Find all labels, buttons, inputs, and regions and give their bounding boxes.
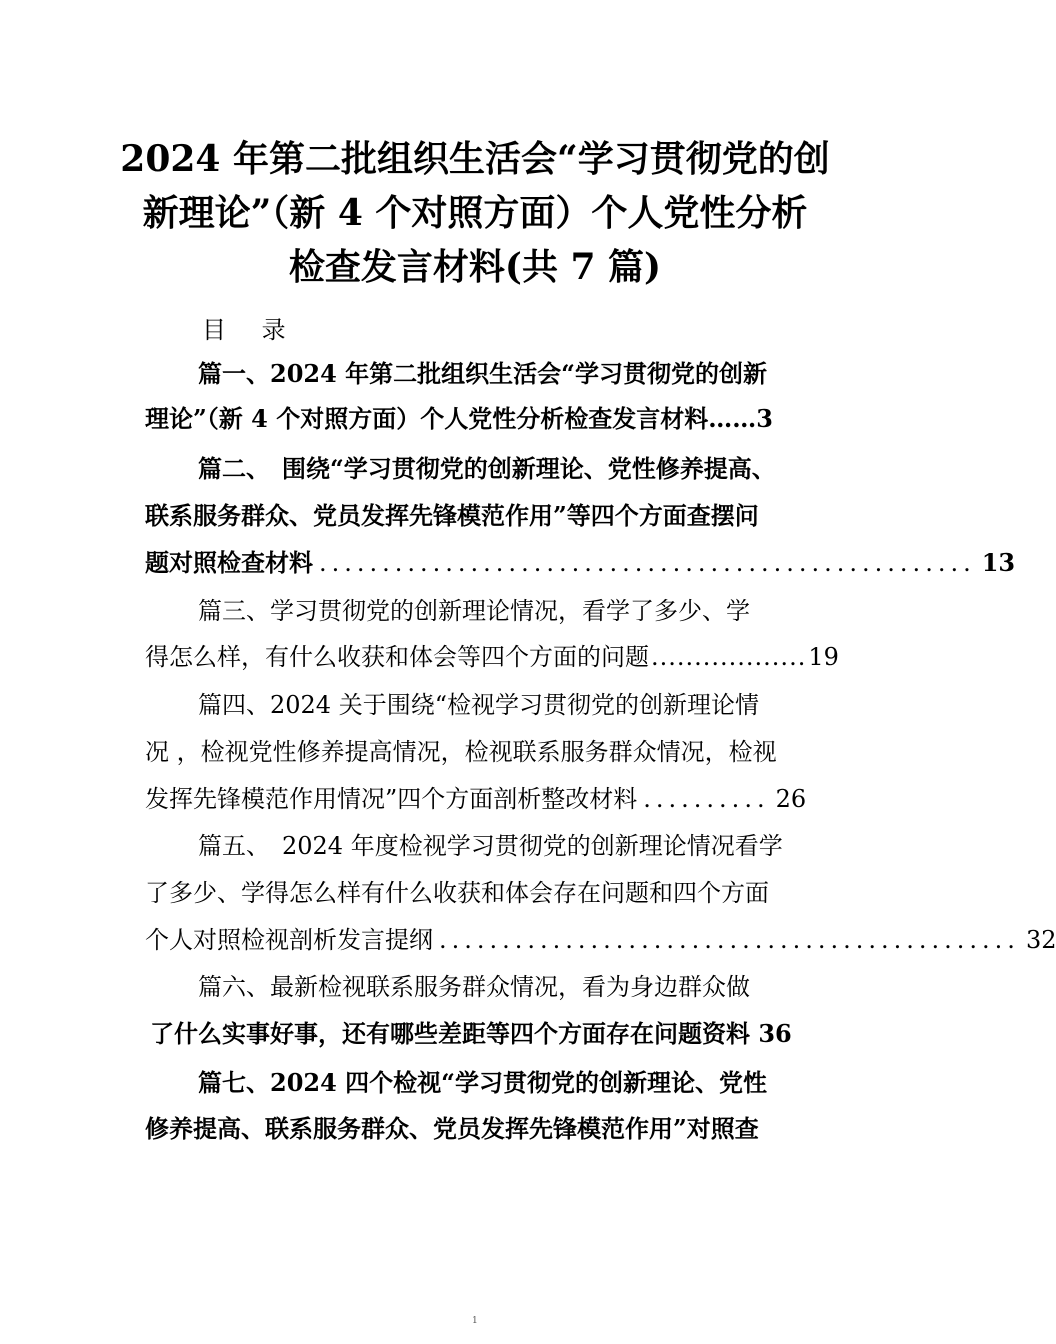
toc-entry-2-line-2[interactable]: 联系服务群众、党员发挥先锋模范作用”等四个方面查摆问 <box>145 501 759 530</box>
toc-entry-3-title-end: 得怎么样，有什么收获和体会等四个方面的问题 <box>145 643 649 671</box>
toc-entry-3-line-2[interactable] <box>145 640 839 674</box>
toc-entry-2-line-1[interactable]: 篇二、 围绕“学习贯彻党的创新理论、党性修养提高、 <box>198 454 776 483</box>
toc-entry-6-line-1[interactable]: 篇六、最新检视联系服务群众情况，看为身边群众做 <box>198 973 750 1001</box>
toc-entry-1-line-2[interactable]: 理论”（新 4 个对照方面）个人党性分析检查发言材料……3 <box>145 404 773 433</box>
page-number: 1 <box>472 1316 478 1326</box>
toc-entry-6-line-2[interactable]: 了什么实事好事，还有哪些差距等四个方面存在问题资料 36 <box>150 1019 792 1048</box>
document-title-line-1: 2024 年第二批组织生活会“学习贯彻党的创 <box>120 138 830 180</box>
toc-entry-4-page: 26 <box>775 785 807 813</box>
toc-entry-5-line-2[interactable]: 了多少、学得怎么样有什么收获和体会存在问题和四个方面 <box>145 879 769 907</box>
document-title-line-2: 新理论”（新 4 个对照方面）个人党性分析 <box>142 192 808 234</box>
toc-entry-3-line-1[interactable]: 篇三、学习贯彻党的创新理论情况，看学了多少、学 <box>198 597 750 625</box>
toc-entry-2-title-end: 题对照检查材料 <box>145 548 313 577</box>
toc-entry-2-page: 13 <box>981 548 1016 577</box>
toc-entry-5-line-3[interactable] <box>145 923 1056 957</box>
toc-entry-3-page: 19 <box>808 643 839 671</box>
toc-entry-5-title-end: 个人对照检视剖析发言提纲 <box>145 926 433 954</box>
toc-heading: 目 录 <box>202 316 300 344</box>
toc-entry-4-line-2[interactable]: 况 ，检视党性修养提高情况，检视联系服务群众情况，检视 <box>145 738 777 766</box>
toc-entry-4-line-3[interactable] <box>145 782 805 816</box>
toc-entry-1-line-1[interactable]: 篇一、2024 年第二批组织生活会“学习贯彻党的创新 <box>198 359 767 388</box>
document-title-line-3: 检查发言材料(共 7 篇) <box>288 246 662 288</box>
toc-entry-7-line-2[interactable]: 修养提高、联系服务群众、党员发挥先锋模范作用”对照查 <box>145 1114 759 1143</box>
toc-entry-4-title-end: 发挥先锋模范作用情况”四个方面剖析整改材料 <box>145 785 638 813</box>
toc-entry-5-page: 32 <box>1025 926 1056 954</box>
toc-entry-5-line-1[interactable]: 篇五、 2024 年度检视学习贯彻党的创新理论情况看学 <box>198 832 783 860</box>
toc-entry-4-leader: .......... <box>643 785 770 813</box>
toc-entry-2-leader: .................................................... <box>319 549 976 577</box>
toc-entry-3-leader: .................. <box>651 643 807 671</box>
toc-entry-4-line-1[interactable]: 篇四、2024 关于围绕“检视学习贯彻党的创新理论情 <box>198 691 759 719</box>
toc-entry-2-line-3[interactable] <box>145 546 1016 580</box>
toc-entry-5-leader: .............................................. <box>439 926 1020 954</box>
toc-entry-7-line-1[interactable]: 篇七、2024 四个检视“学习贯彻党的创新理论、党性 <box>198 1068 767 1097</box>
